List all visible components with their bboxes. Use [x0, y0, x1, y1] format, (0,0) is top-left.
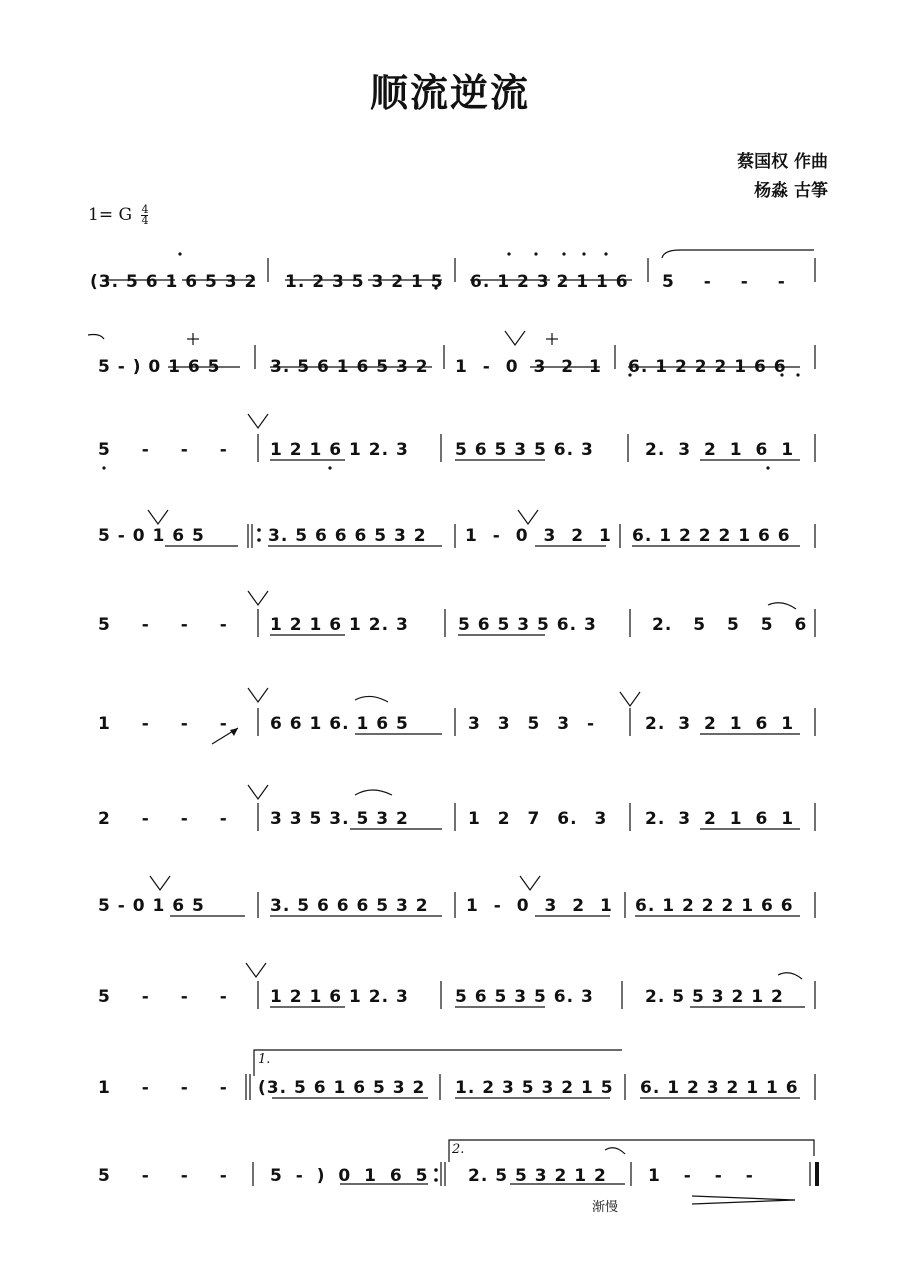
- key-label: 1= G: [88, 205, 133, 225]
- row-9-measure-1: 5 - - -: [98, 987, 228, 1007]
- row-9-measure-2: 1 2 1 6 1 2. 3: [270, 987, 409, 1007]
- row-5-measure-2: 1 2 1 6 1 2. 3: [270, 615, 409, 635]
- ritardando-marking: 渐慢: [592, 1200, 619, 1215]
- volta-2-label: 2.: [452, 1142, 465, 1157]
- row-9-measure-4: 2. 5 5 3 2 1 2: [645, 987, 784, 1007]
- row-2-measure-2: 3. 5 6 1 6 5 3 2: [270, 357, 429, 377]
- row-4-measure-3: 1 - 0 3 2 1: [465, 526, 612, 546]
- score-row-10: [0, 1046, 900, 1136]
- row-11-measure-2: 5 - ) 0 1 6 5: [270, 1166, 429, 1186]
- row-8-measure-4: 6. 1 2 2 2 1 6 6: [635, 896, 794, 916]
- score-row-5: [0, 585, 900, 675]
- row-2-measure-4: 6. 1 2 2 2 1 6 6: [628, 357, 787, 377]
- row-10-measure-4: 6. 1 2 3 2 1 1 6: [640, 1078, 799, 1098]
- row-11-measure-3: 2. 5 5 3 2 1 2: [468, 1166, 607, 1186]
- row-3-measure-4: 2. 3 2 1 6 1: [645, 440, 795, 460]
- row-9-measure-3: 5 6 5 3 5 6. 3: [455, 987, 594, 1007]
- row-8-measure-2: 3. 5 6 6 6 5 3 2: [270, 896, 429, 916]
- row-7-measure-3: 1 2 7 6. 3: [468, 809, 608, 829]
- row-6-measure-4: 2. 3 2 1 6 1: [645, 714, 795, 734]
- row-6-measure-1: 1 - - -: [98, 714, 228, 734]
- row-8-measure-1: 5 - 0 1 6 5: [98, 896, 205, 916]
- row-3-measure-2: 1 2 1 6 1 2. 3: [270, 440, 409, 460]
- piece-title: 顺流逆流: [369, 70, 530, 115]
- row-3-measure-3: 5 6 5 3 5 6. 3: [455, 440, 594, 460]
- row-1-measure-3: 6. 1 2 3 2 1 1 6: [470, 272, 629, 292]
- row-7-measure-2: 3 3 5 3. 5 3 2: [270, 809, 409, 829]
- row-5-measure-1: 5 - - -: [98, 615, 228, 635]
- row-2-measure-3: 1 - 0 3 2 1: [455, 357, 602, 377]
- row-10-measure-2: (3. 5 6 1 6 5 3 2: [258, 1078, 426, 1098]
- row-8-measure-3: 1 - 0 3 2 1: [466, 896, 613, 916]
- row-6-measure-3: 3 3 5 3 -: [468, 714, 596, 734]
- row-2-measure-1: 5 - ) 0 1 6 5: [98, 357, 221, 377]
- row-1-measure-4: 5 - - -: [662, 272, 786, 292]
- row-7-measure-1: 2 - - -: [98, 809, 228, 829]
- score-row-7: [0, 773, 900, 863]
- row-1-measure-2: 1. 2 3 5 3 2 1 5: [285, 272, 444, 292]
- row-7-measure-4: 2. 3 2 1 6 1: [645, 809, 795, 829]
- row-6-measure-2: 6 6 1 6. 1 6 5: [270, 714, 409, 734]
- row-10-measure-1: 1 - - -: [98, 1078, 228, 1098]
- composer-credit: 蔡国权 作曲: [737, 152, 828, 172]
- score-row-9: [0, 957, 900, 1047]
- time-signature-bottom: 4: [141, 214, 149, 227]
- score-row-11: [0, 1132, 900, 1222]
- score-row-8: [0, 862, 900, 952]
- volta-1-label: 1.: [258, 1052, 271, 1067]
- row-3-measure-1: 5 - - -: [98, 440, 228, 460]
- row-5-measure-4: 2. 5 5 5 6: [652, 615, 808, 635]
- arranger-credit: 杨淼 古筝: [754, 181, 828, 201]
- score-row-4: [0, 490, 900, 580]
- score-row-3: [0, 400, 900, 490]
- row-4-measure-2: 3. 5 6 6 6 5 3 2: [268, 526, 427, 546]
- row-11-measure-4: 1 - - -: [648, 1166, 754, 1186]
- time-signature-top: 4: [141, 203, 149, 216]
- score-row-2: [0, 303, 900, 393]
- row-5-measure-3: 5 6 5 3 5 6. 3: [458, 615, 597, 635]
- row-4-measure-1: 5 - 0 1 6 5: [98, 526, 205, 546]
- row-11-measure-1: 5 - - -: [98, 1166, 228, 1186]
- row-1-measure-1: (3. 5 6 1 6 5 3 2: [90, 272, 258, 292]
- row-10-measure-3: 1. 2 3 5 3 2 1 5: [455, 1078, 614, 1098]
- row-4-measure-4: 6. 1 2 2 2 1 6 6: [632, 526, 791, 546]
- score-row-6: [0, 680, 900, 770]
